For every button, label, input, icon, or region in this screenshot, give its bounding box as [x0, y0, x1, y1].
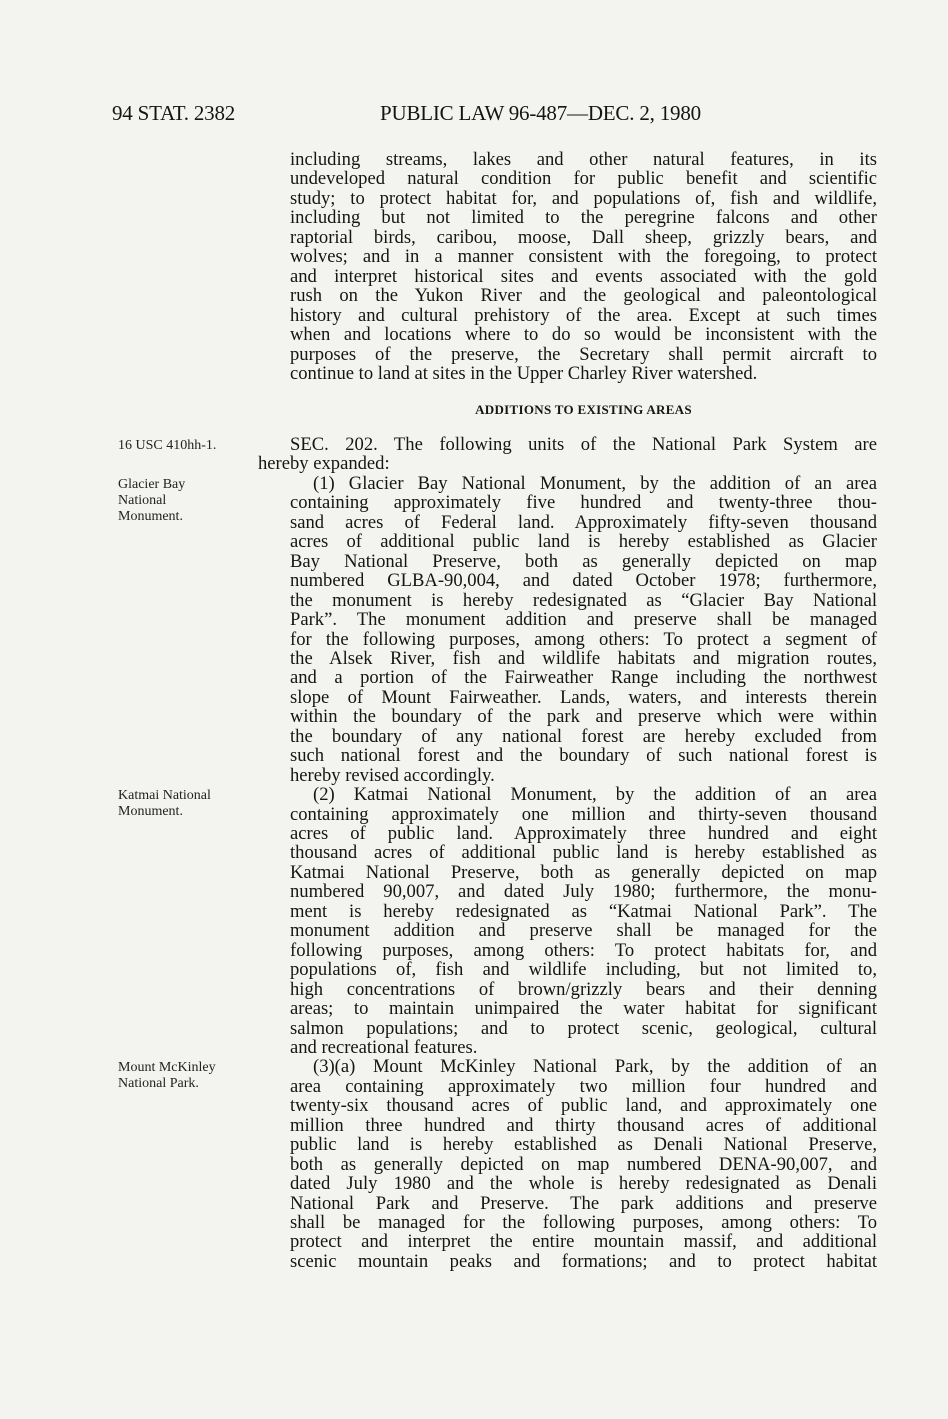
paragraph-line: Bay National Preserve, both as generally depicted on map: [290, 550, 877, 572]
paragraph-line: twenty-six thousand acres of public land, and approximately one: [290, 1095, 877, 1117]
paragraph-line: dated July 1980 and the whole is hereby redesignated as Denali: [290, 1173, 877, 1195]
body-line: including but not limited to the peregrine falcons and other: [290, 207, 877, 229]
paragraph-line: scenic mountain peaks and formations; and to protect habitat: [290, 1250, 877, 1272]
paragraph-line: (2) Katmai National Monument, by the addition of an area: [313, 784, 877, 806]
paragraph-line: numbered GLBA-90,004, and dated October 1978; furthermore,: [290, 570, 877, 592]
body-line: and interpret historical sites and events associated with the gold: [290, 265, 877, 287]
paragraph-line: (1) Glacier Bay National Monument, by the addition of an area: [313, 472, 877, 494]
paragraph-line: ment is hereby redesignated as “Katmai National Park”. The: [290, 900, 877, 922]
paragraph-line: within the boundary of the park and preserve which were within: [290, 706, 877, 728]
section-line: hereby expanded:: [258, 453, 390, 475]
paragraph-line: containing approximately one million and thirty-seven thousand: [290, 803, 877, 825]
paragraph-line: salmon populations; and to protect scenic, geological, cultural: [290, 1017, 877, 1039]
paragraph-line: high concentrations of brown/grizzly bears and their denning: [290, 978, 877, 1000]
margin-note-line: National: [118, 492, 167, 508]
paragraph-line: shall be managed for the following purposes, among others: To: [290, 1212, 877, 1233]
paragraph-line: slope of Mount Fairweather. Lands, waters, and interests therein: [290, 686, 877, 708]
paragraph-line: Katmai National Preserve, both as generally depicted on map: [290, 861, 877, 883]
paragraph-line: public land is hereby established as Denali National Preserve,: [290, 1134, 877, 1156]
body-line: including streams, lakes and other natural features, in its: [290, 149, 877, 170]
paragraph-line: areas; to maintain unimpaired the water habitat for significant: [290, 998, 877, 1020]
paragraph-line: thousand acres of additional public land is hereby established as: [290, 842, 877, 864]
body-line: undeveloped natural condition for public benefit and scientific: [290, 168, 877, 190]
paragraph-line: million three hundred and thirty thousand acres of additional: [290, 1114, 877, 1136]
paragraph-line: acres of public land. Approximately three hundred and eight: [290, 823, 877, 844]
paragraph-line: Park”. The monument addition and preserve shall be managed: [290, 609, 877, 631]
running-head-title: PUBLIC LAW 96-487—DEC. 2, 1980: [380, 101, 701, 125]
paragraph-line: protect and interpret the entire mountain massif, and additional: [290, 1231, 877, 1253]
paragraph-line: sand acres of Federal land. Approximately fifty-seven thousand: [290, 511, 877, 533]
paragraph-line: the monument is hereby redesignated as “Glacier Bay National: [290, 589, 877, 611]
paragraph-line: acres of additional public land is hereby established as Glacier: [290, 531, 877, 553]
paragraph-line: the Alsek River, fish and wildlife habitats and migration routes,: [290, 647, 877, 669]
body-line: history and cultural prehistory of the area. Except at such times: [290, 304, 877, 326]
body-line: rush on the Yukon River and the geological and paleontological: [290, 285, 877, 307]
paragraph-line: and recreational features.: [290, 1036, 478, 1058]
body-line: when and locations where to do so would be inconsistent with the: [290, 324, 877, 346]
paragraph-line: numbered 90,007, and dated July 1980; furthermore, the monu-: [290, 881, 877, 903]
section-line: SEC. 202. The following units of the National Park System are: [290, 434, 877, 455]
body-line: raptorial birds, caribou, moose, Dall sheep, grizzly bears, and: [290, 226, 877, 248]
margin-note-line: Monument.: [118, 508, 183, 524]
margin-note: [118, 438, 216, 454]
margin-note-line: Glacier Bay: [118, 476, 186, 492]
margin-note: [118, 788, 211, 820]
paragraph-line: hereby revised accordingly.: [290, 764, 495, 786]
paragraph-line: containing approximately five hundred and twenty-three thou-: [290, 492, 877, 514]
paragraph-line: for the following purposes, among others: To protect a segment of: [290, 628, 877, 650]
margin-note-line: Katmai National: [118, 788, 211, 804]
margin-note-line: 16 USC 410hh-1.: [118, 438, 217, 453]
paragraph-line: populations of, fish and wildlife including, but not limited to,: [290, 959, 877, 981]
margin-note-line: National Park.: [118, 1076, 199, 1092]
statute-page-number: 94 STAT. 2382: [112, 101, 236, 125]
body-line: wolves; and in a manner consistent with the foregoing, to protect: [290, 246, 877, 268]
paragraph-line: National Park and Preserve. The park additions and preserve: [290, 1192, 877, 1214]
section-heading: ADDITIONS TO EXISTING AREAS: [475, 402, 692, 417]
paragraph-line: (3)(a) Mount McKinley National Park, by the addition of an: [313, 1056, 877, 1078]
body-line: study; to protect habitat for, and populations of, fish and wildlife,: [290, 187, 877, 209]
body-line: continue to land at sites in the Upper Charley River watershed.: [290, 362, 758, 384]
paragraph-line: and a portion of the Fairweather Range including the northwest: [290, 667, 877, 689]
paragraph-line: such national forest and the boundary of such national forest is: [290, 745, 877, 767]
paragraph-line: the boundary of any national forest are hereby excluded from: [290, 725, 877, 747]
paragraph-line: both as generally depicted on map numbered DENA-90,007, and: [290, 1153, 877, 1175]
margin-note-line: Monument.: [118, 804, 183, 820]
body-line: purposes of the preserve, the Secretary shall permit aircraft to: [290, 343, 877, 365]
margin-note: [118, 477, 185, 525]
paragraph-line: area containing approximately two million four hundred and: [290, 1075, 877, 1097]
paragraph-line: following purposes, among others: To protect habitats for, and: [290, 939, 877, 961]
paragraph-line: monument addition and preserve shall be managed for the: [290, 920, 877, 942]
margin-note-line: Mount McKinley: [118, 1060, 216, 1076]
margin-note: [118, 1060, 216, 1092]
